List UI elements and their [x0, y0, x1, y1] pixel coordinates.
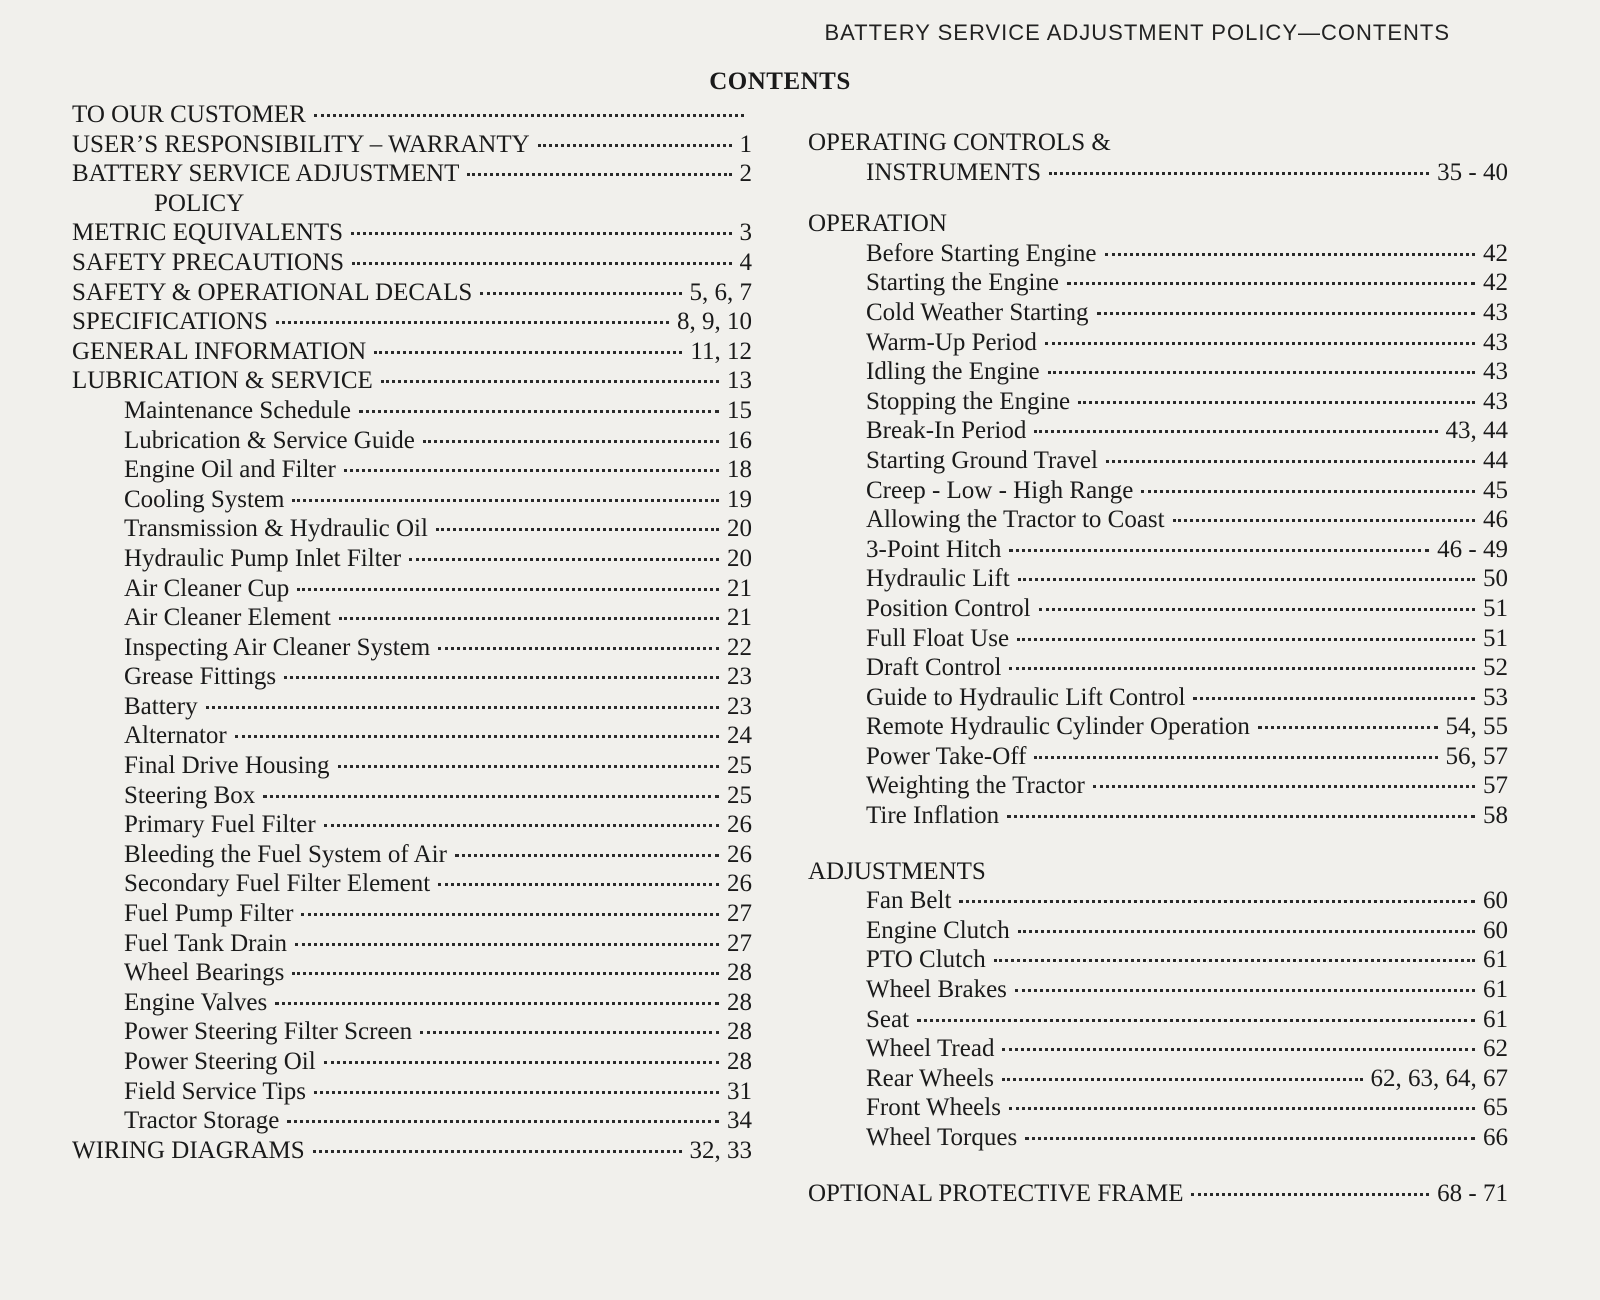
toc-entry-page: 65: [1483, 1094, 1508, 1122]
toc-entry-title: 3-Point Hitch: [866, 535, 1002, 563]
toc-entry-page: 68 - 71: [1437, 1179, 1508, 1207]
toc-entry-title: SAFETY PRECAUTIONS: [72, 248, 345, 276]
dot-leader: [1193, 697, 1475, 700]
toc-entry-page: 25: [727, 752, 752, 780]
dot-leader: [263, 795, 719, 798]
toc-entry[interactable]: [72, 218, 752, 248]
toc-entry[interactable]: [72, 781, 752, 811]
toc-entry-page: 31: [727, 1077, 752, 1105]
toc-entry-title: Air Cleaner Element: [124, 604, 331, 632]
toc-entry-title: Position Control: [866, 594, 1031, 622]
toc-entry-page: 28: [727, 1018, 752, 1046]
dot-leader: [1048, 371, 1475, 374]
toc-entry-page: 28: [727, 1048, 752, 1075]
toc-entry-page: 43: [1483, 298, 1508, 326]
dot-leader: [338, 765, 719, 768]
toc-entry-title: Field Service Tips: [124, 1077, 306, 1105]
toc-entry-title: PTO Clutch: [866, 946, 986, 974]
toc-entry-title: Bleeding the Fuel System of Air: [124, 840, 447, 868]
toc-entry[interactable]: [808, 505, 1508, 535]
toc-entry-title: USER’S RESPONSIBILITY – WARRANTY: [72, 130, 530, 158]
toc-entry-page: 23: [727, 663, 752, 691]
dot-leader: [344, 469, 719, 472]
dot-leader: [1018, 578, 1475, 581]
toc-entry[interactable]: [72, 248, 752, 278]
dot-leader: [455, 854, 719, 857]
toc-entry-title: Secondary Fuel Filter Element: [124, 870, 431, 898]
toc-entry-title: TO OUR CUSTOMER: [72, 101, 306, 128]
dot-leader: [324, 1061, 719, 1064]
dot-leader: [275, 1002, 719, 1005]
toc-entry-title: Final Drive Housing: [124, 752, 330, 780]
toc-entry-title: Maintenance Schedule: [124, 396, 351, 424]
toc-entry[interactable]: [72, 426, 752, 456]
toc-entry[interactable]: [72, 633, 752, 663]
dot-leader: [1049, 172, 1429, 175]
toc-entry-page: 42: [1483, 269, 1508, 297]
dot-leader: [1018, 930, 1475, 933]
toc-entry[interactable]: [808, 564, 1508, 594]
toc-entry-page: 66: [1483, 1124, 1508, 1151]
toc-entry-page: 20: [727, 515, 752, 543]
toc-entry-page: 20: [727, 544, 752, 572]
dot-leader: [206, 706, 719, 709]
toc-entry-title: Weighting the Tractor: [866, 772, 1085, 800]
toc-entry-title: Lubrication & Service Guide: [124, 426, 415, 454]
dot-leader: [297, 588, 719, 591]
toc-entry-title: Hydraulic Lift: [866, 565, 1010, 593]
toc-entry[interactable]: [808, 594, 1508, 624]
toc-entry-page: 19: [727, 485, 752, 513]
dot-leader: [314, 1091, 719, 1094]
toc-entry-title: Hydraulic Pump Inlet Filter: [124, 544, 402, 572]
toc-entry[interactable]: [808, 446, 1508, 476]
toc-entry[interactable]: [72, 337, 752, 367]
toc-section-adjustments: ADJUSTMENTS: [808, 857, 986, 885]
toc-operation-subentries: [808, 239, 1508, 831]
dot-leader: [1045, 342, 1475, 345]
dot-leader: [324, 824, 719, 827]
toc-entry-title: Wheel Brakes: [866, 976, 1007, 1004]
dot-leader: [287, 1120, 719, 1123]
toc-top-entries-b: [72, 218, 752, 396]
toc-entry-title: METRIC EQUIVALENTS: [72, 219, 344, 247]
toc-entry-page: 24: [727, 722, 752, 750]
dot-leader: [1173, 519, 1475, 522]
toc-entry[interactable]: [72, 485, 752, 515]
dot-leader: [1106, 460, 1475, 463]
dot-leader: [352, 262, 731, 265]
dot-leader: [1067, 282, 1475, 285]
toc-entry-title: Starting the Engine: [866, 269, 1060, 297]
toc-entry[interactable]: [808, 945, 1508, 975]
toc-entry[interactable]: [72, 130, 752, 160]
toc-entry-wiring-diagrams[interactable]: [72, 1136, 752, 1166]
toc-entry-title: LUBRICATION & SERVICE: [72, 367, 373, 395]
toc-entry-title: Break-In Period: [866, 417, 1027, 445]
dot-leader: [1034, 430, 1437, 433]
toc-entry[interactable]: [72, 1017, 752, 1047]
dot-leader: [438, 647, 719, 650]
toc-entry-title: Engine Valves: [124, 988, 268, 1016]
toc-entry-page: 43: [1483, 328, 1508, 356]
toc-entry-title: Grease Fittings: [124, 663, 277, 691]
toc-entry-title: Wheel Bearings: [124, 959, 285, 987]
toc-entry-title: Cooling System: [124, 485, 285, 513]
toc-top-entries-a: [72, 100, 752, 189]
toc-entry-page: 56, 57: [1445, 742, 1508, 770]
toc-entry-title: Steering Box: [124, 781, 256, 809]
contents-title: CONTENTS: [709, 68, 851, 95]
dot-leader: [351, 232, 731, 235]
dot-leader: [1017, 638, 1475, 641]
toc-entry-page: 2: [739, 160, 752, 188]
dot-leader: [480, 292, 681, 295]
toc-entry[interactable]: [72, 455, 752, 485]
toc-section-operating-controls: OPERATING CONTROLS &: [808, 129, 1111, 156]
toc-entry-page: 26: [727, 840, 752, 868]
toc-entry-title: Draft Control: [866, 654, 1002, 682]
toc-entry-title: Primary Fuel Filter: [124, 811, 316, 839]
toc-entry[interactable]: [808, 1123, 1508, 1153]
toc-entry-protective-frame[interactable]: [808, 1179, 1508, 1209]
toc-entry[interactable]: [808, 742, 1508, 772]
toc-entry-title: Engine Oil and Filter: [124, 456, 336, 484]
dot-leader: [1093, 785, 1475, 788]
toc-entry-page: 26: [727, 870, 752, 898]
toc-entry[interactable]: [808, 239, 1508, 269]
dot-leader: [313, 1150, 682, 1153]
toc-adjustment-subentries: [808, 886, 1508, 1152]
toc-entry[interactable]: [72, 1106, 752, 1136]
toc-entry[interactable]: [808, 886, 1508, 916]
toc-entry[interactable]: [808, 535, 1508, 565]
toc-entry[interactable]: [72, 929, 752, 959]
toc-entry[interactable]: [72, 100, 752, 130]
toc-entry[interactable]: [72, 514, 752, 544]
toc-entry[interactable]: [808, 712, 1508, 742]
toc-entry-page: 53: [1483, 683, 1508, 711]
dot-leader: [1141, 490, 1475, 493]
toc-entry[interactable]: [808, 1005, 1508, 1035]
toc-entry-title: INSTRUMENTS: [866, 158, 1042, 186]
toc-entry[interactable]: [808, 387, 1508, 417]
toc-entry[interactable]: [72, 899, 752, 929]
toc-entry-page: 51: [1483, 594, 1508, 622]
dot-leader: [359, 410, 719, 413]
dot-leader: [436, 528, 719, 531]
dot-leader: [276, 321, 669, 324]
toc-entry-title: SAFETY & OPERATIONAL DECALS: [72, 278, 473, 306]
toc-entry-title: Alternator: [124, 722, 227, 750]
dot-leader: [1007, 815, 1475, 818]
toc-entry[interactable]: [72, 278, 752, 308]
toc-entry[interactable]: [72, 751, 752, 781]
dot-leader: [959, 900, 1475, 903]
dot-leader: [1025, 1137, 1475, 1140]
toc-entry-title: Guide to Hydraulic Lift Control: [866, 683, 1186, 711]
toc-entry-title: Fan Belt: [866, 887, 952, 915]
dot-leader: [339, 617, 719, 620]
toc-entry[interactable]: [72, 988, 752, 1018]
toc-entry-title: Power Steering Filter Screen: [124, 1018, 413, 1046]
toc-entry[interactable]: [72, 1047, 752, 1077]
toc-entry[interactable]: [72, 662, 752, 692]
toc-entry[interactable]: [808, 328, 1508, 358]
toc-entry-page: 32, 33: [689, 1136, 752, 1164]
toc-entry-page: 21: [727, 604, 752, 632]
toc-entry-title: Inspecting Air Cleaner System: [124, 633, 431, 661]
toc-entry[interactable]: [808, 298, 1508, 328]
toc-entry-page: 60: [1483, 916, 1508, 944]
toc-entry[interactable]: [808, 916, 1508, 946]
toc-entry-page: 43: [1483, 358, 1508, 386]
toc-entry[interactable]: [808, 1034, 1508, 1064]
dot-leader: [1078, 401, 1475, 404]
toc-entry[interactable]: [72, 159, 752, 189]
toc-entry-title: Battery: [124, 692, 198, 720]
toc-entry[interactable]: [808, 476, 1508, 506]
toc-right-column: [808, 128, 1508, 1208]
dot-leader: [409, 558, 719, 561]
toc-entry-title: Stopping the Engine: [866, 387, 1071, 415]
toc-entry-instruments[interactable]: [808, 158, 1508, 188]
toc-entry[interactable]: [72, 840, 752, 870]
toc-entry[interactable]: [808, 624, 1508, 654]
toc-entry[interactable]: [72, 574, 752, 604]
dot-leader: [295, 943, 719, 946]
toc-entry-page: 25: [727, 781, 752, 809]
toc-entry-page: 61: [1483, 976, 1508, 1004]
toc-entry-title: Creep - Low - High Range: [866, 476, 1134, 504]
toc-entry-title: Allowing the Tractor to Coast: [866, 506, 1165, 534]
toc-lubrication-subentries: [72, 396, 752, 1136]
dot-leader: [994, 959, 1475, 962]
dot-leader: [1258, 726, 1438, 729]
spacer: [808, 831, 1508, 857]
toc-entry-title: Before Starting Engine: [866, 239, 1097, 267]
toc-left-column: [72, 100, 752, 1165]
toc-entry-page: 28: [727, 959, 752, 987]
toc-entry[interactable]: [72, 721, 752, 751]
toc-entry-page: 35 - 40: [1437, 158, 1508, 186]
toc-entry-title: Tire Inflation: [866, 802, 1000, 830]
dot-leader: [381, 380, 719, 383]
toc-entry-title: Tractor Storage: [124, 1107, 280, 1135]
toc-entry-page: 28: [727, 988, 752, 1016]
toc-entry-title: Remote Hydraulic Cylinder Operation: [866, 713, 1250, 741]
dot-leader: [284, 676, 719, 679]
dot-leader: [314, 114, 744, 117]
toc-entry-title: Cold Weather Starting: [866, 298, 1089, 326]
toc-entry[interactable]: [72, 810, 752, 840]
running-header: BATTERY SERVICE ADJUSTMENT POLICY—CONTENTS: [824, 20, 1450, 45]
toc-entry-title: Seat: [866, 1005, 910, 1033]
toc-entry-page: 26: [727, 811, 752, 839]
spacer: [808, 1153, 1508, 1179]
toc-entry-page: 13: [727, 367, 752, 395]
toc-entry-title: Air Cleaner Cup: [124, 574, 290, 602]
toc-entry[interactable]: [72, 366, 752, 396]
dot-leader: [292, 972, 719, 975]
spacer: [808, 187, 1508, 209]
dot-leader: [235, 735, 719, 738]
toc-entry[interactable]: [808, 653, 1508, 683]
toc-entry-title: WIRING DIAGRAMS: [72, 1136, 305, 1164]
toc-entry[interactable]: [808, 416, 1508, 446]
dot-leader: [374, 351, 682, 354]
toc-entry-title: Engine Clutch: [866, 916, 1010, 944]
toc-entry[interactable]: [808, 801, 1508, 831]
toc-entry[interactable]: [808, 975, 1508, 1005]
toc-entry-page: 22: [727, 633, 752, 661]
dot-leader: [1097, 312, 1476, 315]
dot-leader: [1009, 549, 1429, 552]
toc-entry-page: 18: [727, 456, 752, 484]
toc-entry[interactable]: [72, 544, 752, 574]
toc-entry-page: 21: [727, 574, 752, 602]
toc-entry-title: Wheel Tread: [866, 1035, 995, 1063]
toc-entry[interactable]: [72, 869, 752, 899]
dot-leader: [538, 144, 732, 147]
toc-entry-page: 43, 44: [1445, 417, 1508, 445]
dot-leader: [467, 173, 731, 176]
dot-leader: [1009, 1107, 1475, 1110]
toc-entry-page: 1: [739, 130, 752, 158]
dot-leader: [1002, 1048, 1475, 1051]
toc-entry-page: 15: [727, 396, 752, 424]
toc-entry-page: 4: [739, 248, 752, 276]
toc-entry-title: Fuel Pump Filter: [124, 900, 294, 928]
dot-leader: [292, 499, 719, 502]
toc-entry[interactable]: [72, 307, 752, 337]
toc-entry[interactable]: [808, 1064, 1508, 1094]
dot-leader: [1034, 756, 1437, 759]
toc-entry-page: 62, 63, 64, 67: [1370, 1064, 1508, 1092]
dot-leader: [423, 440, 719, 443]
toc-entry[interactable]: [808, 683, 1508, 713]
toc-entry-page: 23: [727, 692, 752, 720]
toc-entry-page: 44: [1483, 446, 1508, 474]
toc-entry[interactable]: [72, 396, 752, 426]
dot-leader: [420, 1031, 719, 1034]
toc-entry-page: 42: [1483, 239, 1508, 267]
dot-leader: [301, 913, 719, 916]
dot-leader: [917, 1019, 1475, 1022]
toc-entry[interactable]: [808, 771, 1508, 801]
toc-entry-page: 60: [1483, 887, 1508, 915]
toc-entry-page: 50: [1483, 565, 1508, 593]
toc-entry-page: 45: [1483, 476, 1508, 504]
dot-leader: [1039, 608, 1475, 611]
toc-entry-page: 27: [727, 900, 752, 928]
dot-leader: [438, 883, 719, 886]
toc-entry-title: OPTIONAL PROTECTIVE FRAME: [808, 1179, 1184, 1207]
toc-entry[interactable]: [72, 958, 752, 988]
dot-leader: [1002, 1078, 1363, 1081]
toc-entry-title: GENERAL INFORMATION: [72, 337, 367, 365]
toc-entry-page: 58: [1483, 802, 1508, 830]
toc-entry-page: 16: [727, 426, 752, 454]
toc-entry-title: SPECIFICATIONS: [72, 308, 268, 336]
toc-entry-page: 54, 55: [1445, 713, 1508, 741]
toc-entry-page: 61: [1483, 946, 1508, 974]
toc-entry-title: BATTERY SERVICE ADJUSTMENT: [72, 160, 460, 188]
toc-entry-title: Full Float Use: [866, 624, 1010, 652]
toc-entry-page: 46: [1483, 506, 1508, 534]
toc-entry-page: 51: [1483, 624, 1508, 652]
toc-entry-title: Transmission & Hydraulic Oil: [124, 515, 428, 543]
toc-entry-title: Power Steering Oil: [124, 1048, 316, 1075]
toc-entry-page: 8, 9, 10: [677, 308, 752, 336]
toc-section-operation: OPERATION: [808, 210, 947, 238]
toc-entry-page: 11, 12: [690, 337, 752, 365]
toc-entry-page: 3: [739, 219, 752, 247]
toc-entry-title: Power Take-Off: [866, 742, 1027, 770]
toc-entry[interactable]: [72, 692, 752, 722]
dot-leader: [1009, 667, 1475, 670]
toc-entry-page: 62: [1483, 1035, 1508, 1063]
toc-entry-title: Wheel Torques: [866, 1124, 1018, 1151]
dot-leader: [1105, 253, 1476, 256]
toc-entry-title: Warm-Up Period: [866, 328, 1037, 356]
toc-entry-title: Rear Wheels: [866, 1064, 994, 1092]
toc-entry-page: 52: [1483, 654, 1508, 682]
toc-entry[interactable]: [808, 1093, 1508, 1123]
toc-entry[interactable]: [808, 268, 1508, 298]
toc-entry-page: 5, 6, 7: [689, 278, 752, 306]
toc-entry-page: 46 - 49: [1437, 535, 1508, 563]
toc-entry[interactable]: [72, 1077, 752, 1107]
dot-leader: [1191, 1193, 1429, 1196]
toc-entry-page: 27: [727, 929, 752, 957]
toc-entry[interactable]: [808, 357, 1508, 387]
toc-entry-page: 57: [1483, 772, 1508, 800]
toc-entry[interactable]: [72, 603, 752, 633]
toc-entry-page: 43: [1483, 387, 1508, 415]
toc-entry-title: Front Wheels: [866, 1094, 1001, 1122]
toc-entry-title: Fuel Tank Drain: [124, 929, 288, 957]
dot-leader: [1015, 989, 1475, 992]
toc-entry-continuation: POLICY: [154, 189, 245, 217]
toc-entry-page: 61: [1483, 1005, 1508, 1033]
toc-entry-title: Idling the Engine: [866, 358, 1040, 386]
toc-entry-page: 34: [727, 1107, 752, 1135]
toc-entry-title: Starting Ground Travel: [866, 446, 1098, 474]
